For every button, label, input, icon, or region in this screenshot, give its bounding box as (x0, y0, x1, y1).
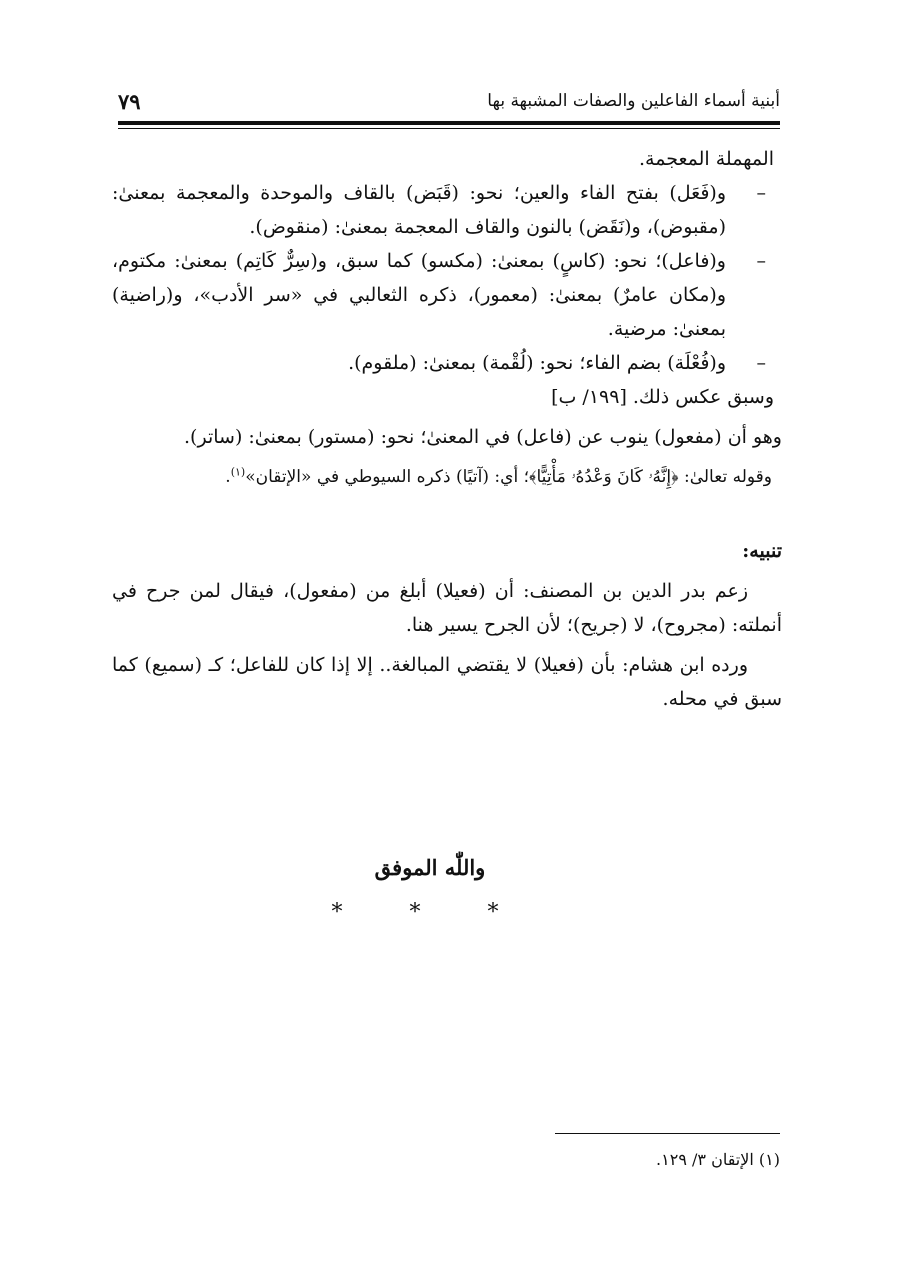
list-item (112, 244, 782, 346)
page-header (118, 86, 780, 116)
list-item (112, 346, 782, 380)
footnote-rule (555, 1133, 780, 1134)
quran-citation-text: وقوله تعالىٰ: ﴿إِنَّهُۥ كَانَ وَعْدُهُۥ مَأْتِيًّا﴾؛ أي: (آتيًا) ذكره السيوطي في «الإتقان» (245, 467, 772, 487)
section-ornament: * * * (331, 900, 529, 925)
closing-phrase: واللّٰه الموفق (374, 855, 486, 880)
list-item-text: و(فَعَل) بفتح الفاء والعين؛ نحو: (قَبَض) بالقاف والموحدة والمعجمة بمعنىٰ: (مقبوض)، و(نَقَض) بالنون والقاف المعجمة بمعنىٰ: (منقوض). (112, 182, 726, 238)
bullet-dash: – (756, 250, 766, 272)
notice-heading: تنبيه: (742, 540, 782, 562)
text-paragraph: ورده ابن هشام: بأن (فعيلا) لا يقتضي المبالغة.. إلا إذا كان للفاعل؛ كـ (سميع) كما سبق في محله. (112, 654, 782, 710)
text-paragraph: وهو أن (مفعول) ينوب عن (فاعل) في المعنىٰ؛ نحو: (مستور) بمعنىٰ: (ساتر). (184, 426, 782, 448)
running-title: أبنية أسماء الفاعلين والصفات المشبهة بها (487, 91, 780, 111)
header-rule-thick (118, 121, 780, 125)
list-item-text: و(فاعل)؛ نحو: (كاسٍ) بمعنىٰ: (مكسو) كما سبق، و(سِرٌّ كَاتِم) بمعنىٰ: مكتوم، و(مكان عامرٌ) بمعنىٰ: (معمور)، ذكره الثعالبي في «سر الأدب»، و(راضية) بمعنىٰ: مرضية. (112, 250, 726, 340)
sentence-end: . (225, 467, 231, 487)
list-item (112, 176, 782, 244)
page-number: ٧٩ (118, 88, 141, 114)
footnote-marker: (١) (230, 465, 246, 479)
header-rule-thin (118, 128, 780, 129)
bullet-dash: – (756, 182, 766, 204)
quran-citation-line (112, 460, 782, 494)
text-line: وسبق عكس ذلك. [١٩٩/ ب] (551, 386, 774, 408)
main-text (112, 142, 782, 716)
text-paragraph: زعم بدر الدين بن المصنف: أن (فعيلا) أبلغ من (مفعول)، فيقال لمن جرح في أنملته: (مجروح)، لا (جريح)؛ لأن الجرح يسير هنا. (112, 580, 782, 636)
list-item-text: و(فُعْلَة) بضم الفاء؛ نحو: (لُقْمة) بمعنىٰ: (ملقوم). (348, 352, 726, 374)
footnote: (١) الإتقان ٣/ ١٢٩. (656, 1150, 780, 1169)
text-line: المهملة المعجمة. (638, 148, 774, 170)
bullet-dash: – (756, 352, 766, 374)
